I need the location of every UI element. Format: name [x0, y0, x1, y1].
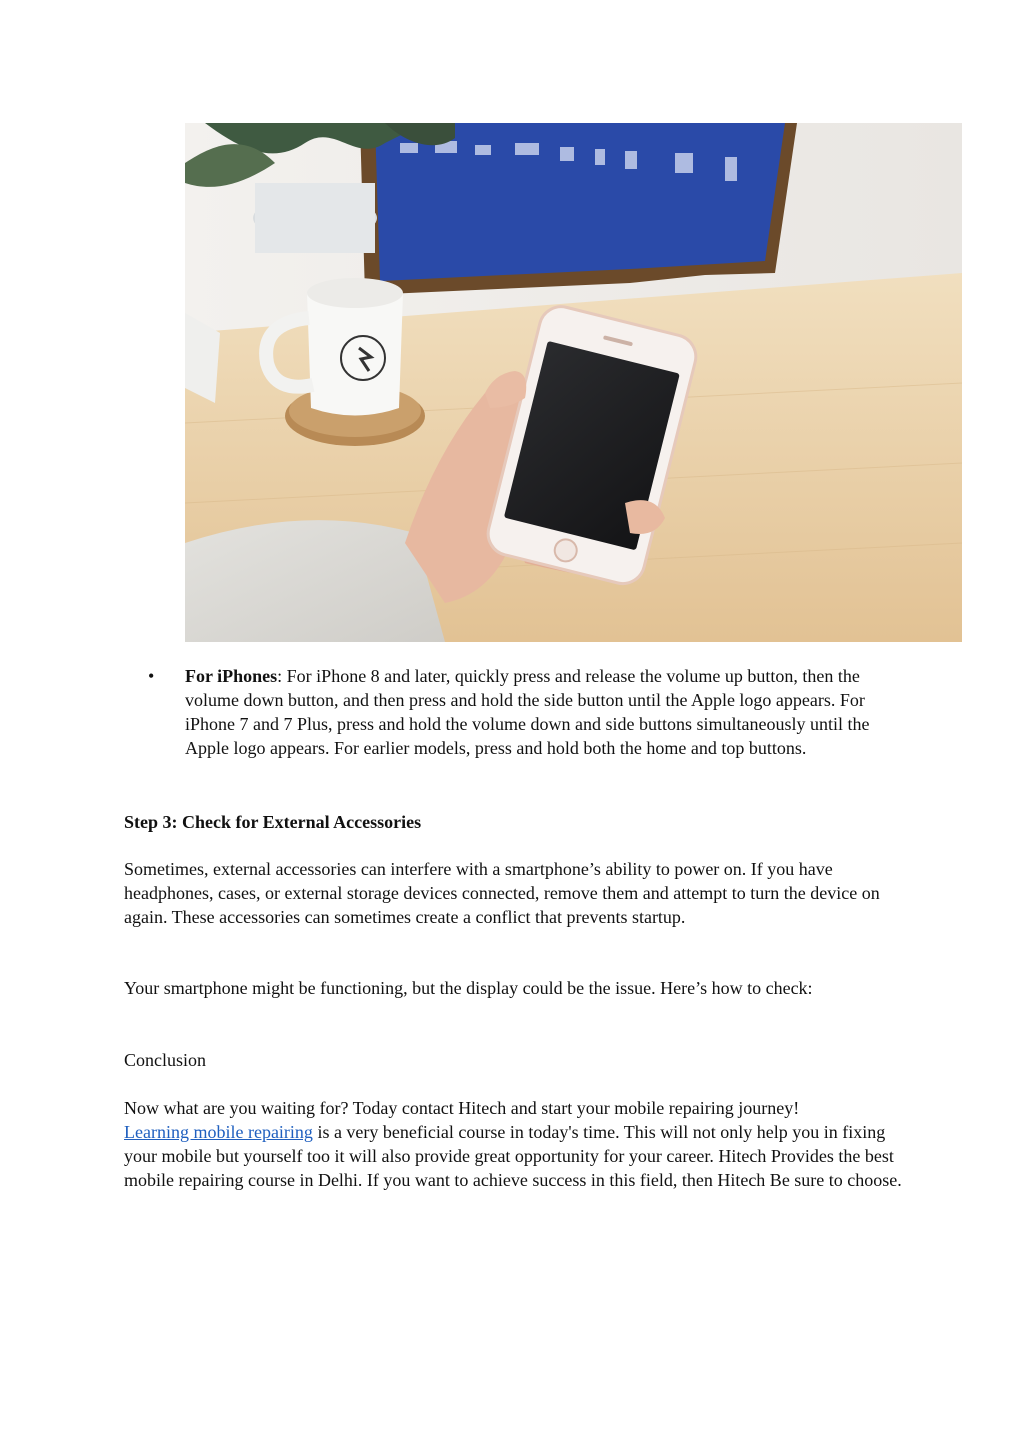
- bullet-dot-icon: •: [148, 666, 155, 686]
- bullet-label: For iPhones: [185, 666, 278, 686]
- conclusion-body: [124, 1096, 914, 1192]
- bullet-list-item: [148, 664, 908, 760]
- conclusion-heading: Conclusion: [124, 1050, 207, 1070]
- smartphone-photo: [185, 123, 962, 642]
- step3-heading: Step 3: Check for External Accessories: [124, 812, 422, 832]
- bullet-body: : For iPhone 8 and later, quickly press and release the volume up button, then the volume down button, and then press and hold the side button until the Apple logo appears. For iPhone 7 and 7 Plus, press and hold the volume down and side buttons simultaneously until the Apple logo appears. For earlier models, press and hold both the home and top buttons.: [185, 666, 870, 758]
- learning-mobile-repairing-link[interactable]: Learning mobile repairing: [124, 1122, 313, 1142]
- step3-body: Sometimes, external accessories can interfere with a smartphone’s ability to power on. If you have headphones, cases, or external storage devices connected, remove them and attempt to turn the device on again. These accessories can sometimes create a conflict that prevents startup.: [124, 859, 880, 927]
- display-check-paragraph: Your smartphone might be functioning, but the display could be the issue. Here’s how to check:: [124, 978, 813, 998]
- conclusion-rest: is a very beneficial course in today's time. This will not only help you in fixing your mobile but yourself too it will also provide great opportunity for your career. Hitech Provides the best mobile repairing course in Delhi. If you want to achieve success in this field, then Hitech Be sure to choose.: [124, 1122, 902, 1190]
- conclusion-intro: Now what are you waiting for? Today contact Hitech and start your mobile repairing journey!: [124, 1098, 800, 1118]
- bullet-text: [185, 664, 908, 760]
